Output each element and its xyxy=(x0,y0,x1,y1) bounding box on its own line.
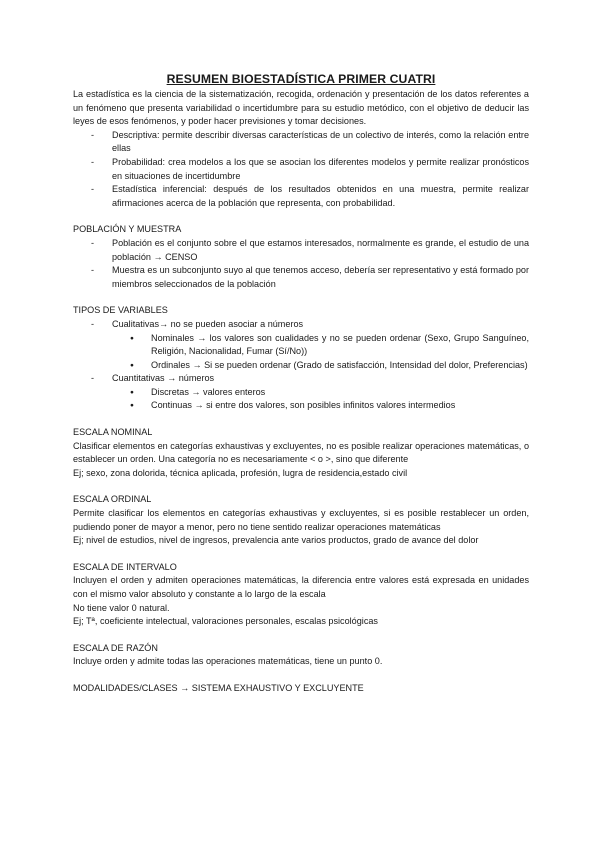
ordinal-text: Permite clasificar los elementos en categorías exhaustivas y excluyentes, si es posible restablecer un orden, pudiendo poner de mayor a menor, pero no tiene sentido realizar operaciones matemáticas xyxy=(73,508,529,532)
heading-escala-nominal: ESCALA NOMINAL xyxy=(73,427,153,438)
list-item-probabilidad: - Probabilidad: crea modelos a los que se asocian los diferentes modelos y permite realizar pronósticos en situaciones de incertidumbre xyxy=(112,156,529,183)
intro-paragraph: La estadística es la ciencia de la sistematización, recogida, ordenación y presentación de los datos referentes a un fenómeno que presenta variabilidad o incertidumbre para su estudio metódico, con el objetivo de deducir las leyes de esos fenómenos, y poder hacer previsiones y tomar decisiones. xyxy=(73,89,529,127)
intervalo-text: Incluyen el orden y admiten operaciones matemáticas, la diferencia entre valores está expresada en unidades con el mismo valor absoluto y constante a lo largo de la escala xyxy=(73,575,529,599)
nominal-text: Clasificar elementos en categorías exhaustivas y excluyentes, no es posible realizar operaciones matemáticas, o establecer un orden. Una categoría no es necesariamente < o >, sino que diferente xyxy=(73,440,529,465)
razon-text: Incluye orden y admite todas las operaciones matemáticas, tiene un punto 0. xyxy=(73,656,383,667)
heading-escala-razon: ESCALA DE RAZÓN xyxy=(73,642,158,653)
list-item-ordinales: ● Ordinales → Si se pueden ordenar (Grado de satisfacción, Intensidad del dolor, Preferencias) xyxy=(151,359,529,373)
cualitativas-sublist xyxy=(112,332,529,373)
intervalo-note: No tiene valor 0 natural. xyxy=(73,602,170,613)
list-item-cuantitativas xyxy=(112,372,529,413)
cuantitativas-label: Cuantitativas → números xyxy=(112,373,215,384)
ordinal-example: Ej; nivel de estudios, nivel de ingresos, prevalencia ante varios productos, grado de avance del dolor xyxy=(73,535,479,546)
cuantitativas-sublist xyxy=(112,386,529,413)
document-title: RESUMEN BIOESTADÍSTICA PRIMER CUATRI xyxy=(166,72,436,86)
heading-tipos-variables: TIPOS DE VARIABLES xyxy=(73,305,168,316)
heading-poblacion: POBLACIÓN Y MUESTRA xyxy=(73,224,182,235)
list-item-muestra: - Muestra es un subconjunto suyo al que tenemos acceso, debería ser representativo y está formado por miembros seleccionados de la población xyxy=(112,264,529,291)
poblacion-list xyxy=(73,237,529,291)
modalidades-line: MODALIDADES/CLASES → SISTEMA EXHAUSTIVO Y EXCLUYENTE xyxy=(73,682,364,693)
nominal-example: Ej; sexo, zona dolorida, técnica aplicada, profesión, lugra de residencia,estado civil xyxy=(73,467,408,478)
heading-escala-intervalo: ESCALA DE INTERVALO xyxy=(73,561,177,572)
list-item-descriptiva: - Descriptiva: permite describir diversas características de un colectivo de interés, como la relación entre ellas xyxy=(112,129,529,156)
document-page xyxy=(73,71,529,696)
list-item-continuas: ● Continuas → si entre dos valores, son posibles infinitos valores intermedios xyxy=(151,399,529,413)
cualitativas-label: Cualitativas→ no se pueden asociar a números xyxy=(112,318,304,329)
intervalo-example: Ej; Tª, coeficiente intelectual, valoraciones personales, escalas psicológicas xyxy=(73,616,378,627)
list-item-cualitativas xyxy=(112,318,529,372)
list-item-poblacion: - Población es el conjunto sobre el que estamos interesados, normalmente es grande, el estudio de una población → CENSO xyxy=(112,237,529,264)
heading-escala-ordinal: ESCALA ORDINAL xyxy=(73,494,152,505)
intro-list xyxy=(73,129,529,211)
tipos-list xyxy=(73,318,529,413)
list-item-inferencial: - Estadística inferencial: después de los resultados obtenidos en una muestra, permite realizar afirmaciones acerca de la población que representa, con probabilidad. xyxy=(112,183,529,210)
list-item-nominales: ● Nominales → los valores son cualidades y no se pueden ordenar (Sexo, Grupo Sanguíneo, Religión, Nacionalidad, Fumar (Sí/No)) xyxy=(151,332,529,359)
list-item-discretas: ● Discretas → valores enteros xyxy=(151,386,529,400)
